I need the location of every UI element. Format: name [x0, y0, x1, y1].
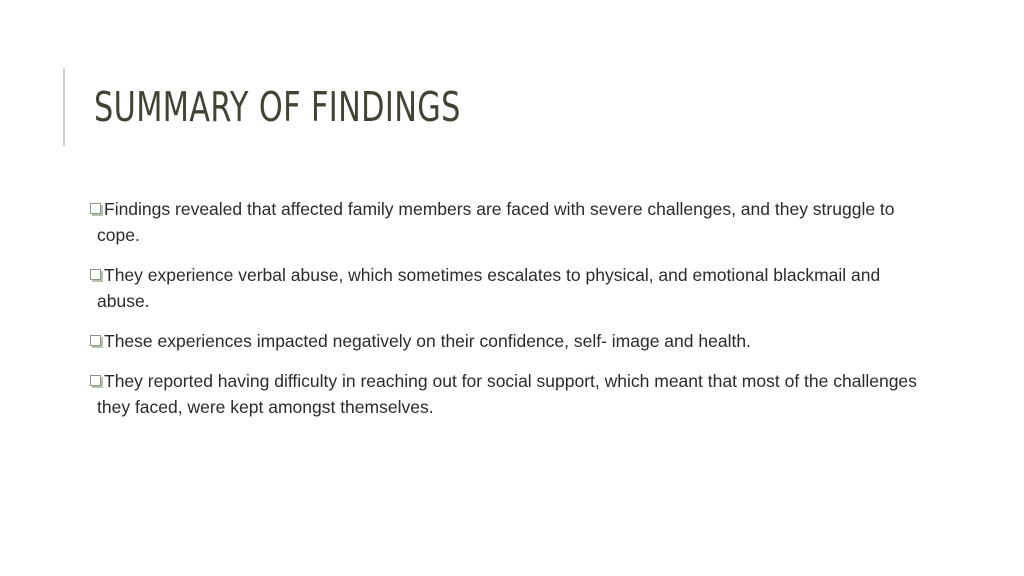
square-bullet-icon — [90, 203, 101, 214]
square-bullet-icon — [90, 335, 101, 346]
title-accent-line — [63, 68, 65, 146]
finding-item-2 — [90, 262, 930, 314]
finding-text-4: They reported having difficulty in reaching out for social support, which meant that most of the challenges they faced, were kept amongst themselves. — [97, 371, 917, 417]
finding-text-1: Findings revealed that affected family members are faced with severe challenges, and they struggle to cope. — [97, 199, 895, 245]
finding-text-3: These experiences impacted negatively on their confidence, self- image and health. — [104, 331, 751, 351]
square-bullet-icon — [90, 269, 101, 280]
finding-item-3 — [90, 328, 930, 354]
findings-list — [90, 196, 930, 434]
finding-item-1 — [90, 196, 930, 248]
finding-item-4 — [90, 368, 930, 420]
square-bullet-icon — [90, 375, 101, 386]
finding-text-2: They experience verbal abuse, which sometimes escalates to physical, and emotional blackmail and abuse. — [97, 265, 881, 311]
slide-title: SUMMARY OF FINDINGS — [94, 83, 461, 131]
